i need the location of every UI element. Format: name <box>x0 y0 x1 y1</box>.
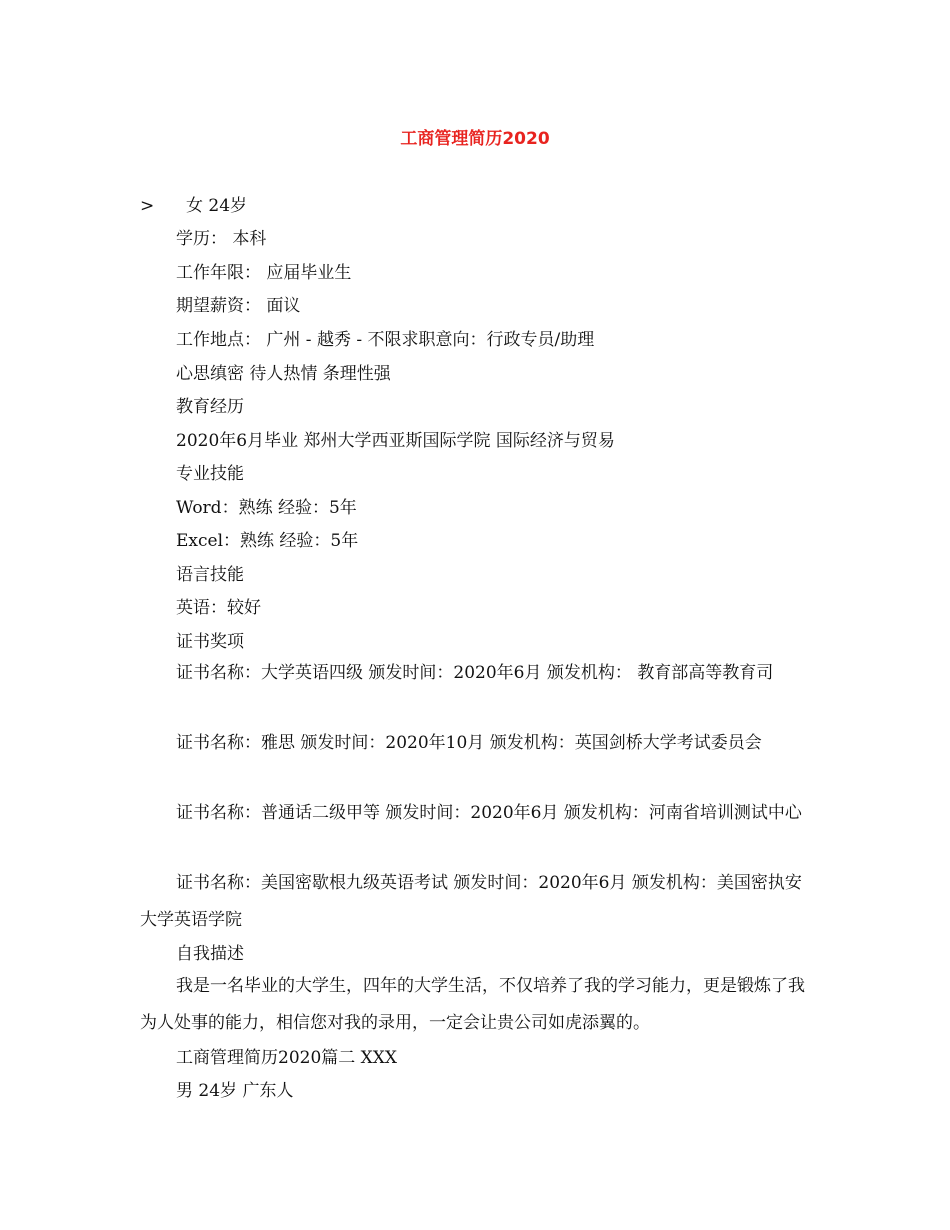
document-title: 工商管理简历2020 <box>400 129 550 149</box>
language-item: 英语：较好 <box>176 598 261 618</box>
skill-word: Word：熟练 经验：5年 <box>176 498 357 518</box>
skills-heading: 专业技能 <box>176 464 244 484</box>
education-item: 2020年6月毕业 郑州大学西亚斯国际学院 国际经济与贸易 <box>176 431 615 451</box>
skill-excel: Excel：熟练 经验：5年 <box>176 531 359 551</box>
personal-traits: 心思缜密 待人热情 条理性强 <box>176 364 391 384</box>
language-heading: 语言技能 <box>176 565 244 585</box>
certificate-item: 证书名称：美国密歇根九级英语考试 颁发时间：2020年6月 颁发机构：美国密执安大学英语学院 <box>140 873 802 930</box>
self-description-heading: 自我描述 <box>176 944 244 964</box>
second-resume-title: 工商管理简历2020篇二 XXX <box>176 1048 397 1068</box>
certificate-item: 证书名称：大学英语四级 颁发时间：2020年6月 颁发机构： 教育部高等教育司 <box>176 663 774 683</box>
self-description: 我是一名毕业的大学生，四年的大学生活，不仅培养了我的学习能力，更是锻炼了我为人处事的能力，相信您对我的录用，一定会让贵公司如虎添翼的。 <box>140 976 805 1033</box>
expected-salary: 期望薪资： 面议 <box>176 296 301 316</box>
certificate-item: 证书名称：普通话二级甲等 颁发时间：2020年6月 颁发机构：河南省培训测试中心 <box>176 803 802 823</box>
certificates-heading: 证书奖项 <box>176 632 244 652</box>
certificate-item: 证书名称：雅思 颁发时间：2020年10月 颁发机构：英国剑桥大学考试委员会 <box>176 733 762 753</box>
work-location: 工作地点： 广州 - 越秀 - 不限求职意向：行政专员/助理 <box>176 330 595 350</box>
education-level: 学历： 本科 <box>176 229 267 249</box>
gender-age: 女 24岁 <box>186 196 248 216</box>
work-experience: 工作年限： 应届毕业生 <box>176 263 352 283</box>
bullet-marker: > <box>140 196 155 216</box>
second-resume-info: 男 24岁 广东人 <box>176 1081 294 1101</box>
education-heading: 教育经历 <box>176 397 244 417</box>
